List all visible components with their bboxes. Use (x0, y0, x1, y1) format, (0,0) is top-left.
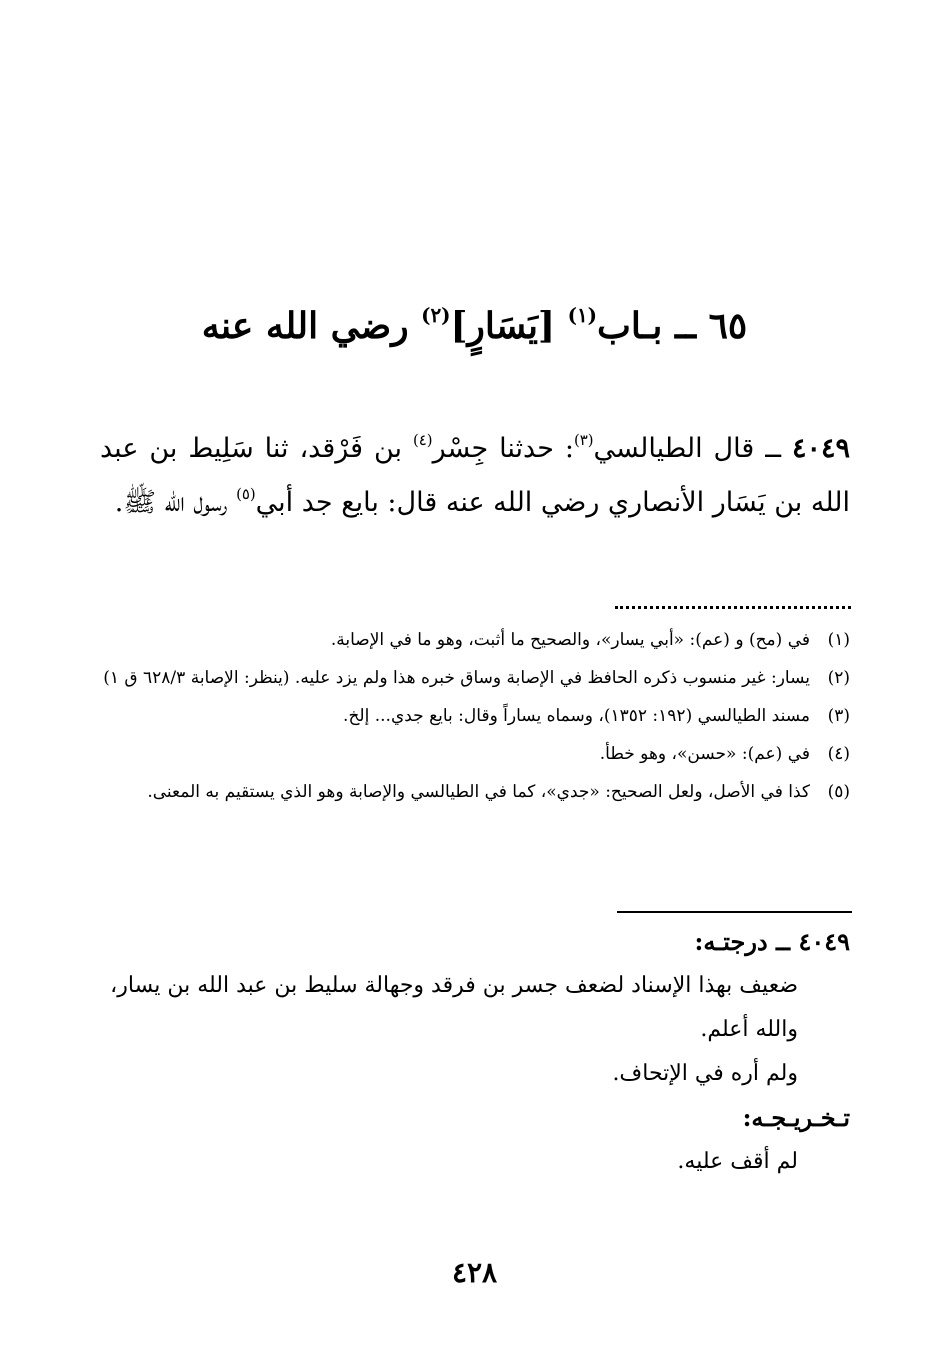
footnote-ref-3[interactable]: (٣) (573, 431, 594, 450)
chapter-title-name: [يَسَارٍ] (450, 305, 568, 347)
grade-note: ولم أره في الإتحاف. (612, 1061, 798, 1086)
footnote-text: في (عم): «حسن»، وهو خطأ. (599, 744, 810, 764)
takhrij-text: لم أقف عليه. (677, 1149, 798, 1174)
chapter-title-end: رضي الله عنه (201, 305, 422, 347)
footnote-ref-4[interactable]: (٤) (412, 431, 433, 450)
footnote-item (100, 737, 850, 771)
hadith-part-4: رسول الله ﷺ. (114, 487, 237, 518)
hadith-text (100, 422, 850, 530)
footnote-number: (١) (827, 630, 850, 650)
footnote-text: كذا في الأصل، ولعل الصحيح: «جدي»، كما في الطيالسي والإصابة وهو الذي يستقيم به المعنى. (147, 782, 810, 802)
footnote-number: (٣) (827, 706, 850, 726)
footnotes (100, 623, 850, 813)
footnote-number: (٤) (827, 744, 850, 764)
grade-text: ضعيف بهذا الإسناد لضعف جسر بن فرقد وجهالة سليط بن عبد الله بن يسار، والله أعلم. (110, 973, 798, 1042)
footnote-text: مسند الطيالسي (١٩٢: ١٣٥٢)، وسماه يساراً وقال: بايع جدي... إلخ. (343, 706, 810, 726)
footnote-separator (615, 596, 851, 609)
chapter-title (0, 296, 949, 356)
hadith-number: ٤٠٤٩ (791, 433, 850, 464)
grade-heading: ٤٠٤٩ ــ درجتـه: (694, 927, 850, 956)
hadith-part-2: : حدثنا جِسْر (432, 433, 574, 464)
footnote-text: يسار: غير منسوب ذكره الحافظ في الإصابة وساق خبره هذا ولم يزد عليه. (ينظر: الإصابة ٦٢٨/٣ ق ١) (103, 668, 810, 688)
footnote-item (100, 775, 850, 809)
chapter-title-start: ٦٥ ــ بـاب (596, 305, 748, 347)
footnote-ref-1[interactable]: (١) (567, 303, 597, 328)
footnote-text: في (مح) و (عم): «أبي يسار»، والصحيح ما أثبت، وهو ما في الإصابة. (330, 630, 810, 650)
footnote-ref-2[interactable]: (٢) (421, 303, 451, 328)
hadith-part-3: بن فَرْقد، ثنا سَلِيط بن عبد الله بن يَسَار الأنصاري رضي الله عنه قال: بايع جد أبي (100, 433, 850, 518)
footnote-number: (٢) (827, 668, 850, 688)
footnote-item (100, 623, 850, 657)
takhrij-section (100, 1096, 850, 1184)
section-divider (617, 911, 852, 913)
footnote-item (100, 699, 850, 733)
hadith-part-1: قال الطيالسي (593, 433, 755, 464)
page-number: ٤٢٨ (451, 1256, 498, 1289)
footnote-item (100, 661, 850, 695)
hadith-dash: ــ (754, 433, 792, 464)
footnote-number: (٥) (827, 782, 850, 802)
footnote-ref-5[interactable]: (٥) (236, 485, 256, 504)
grade-section (100, 920, 850, 1096)
takhrij-heading: تـخـريـجـه: (742, 1103, 850, 1132)
